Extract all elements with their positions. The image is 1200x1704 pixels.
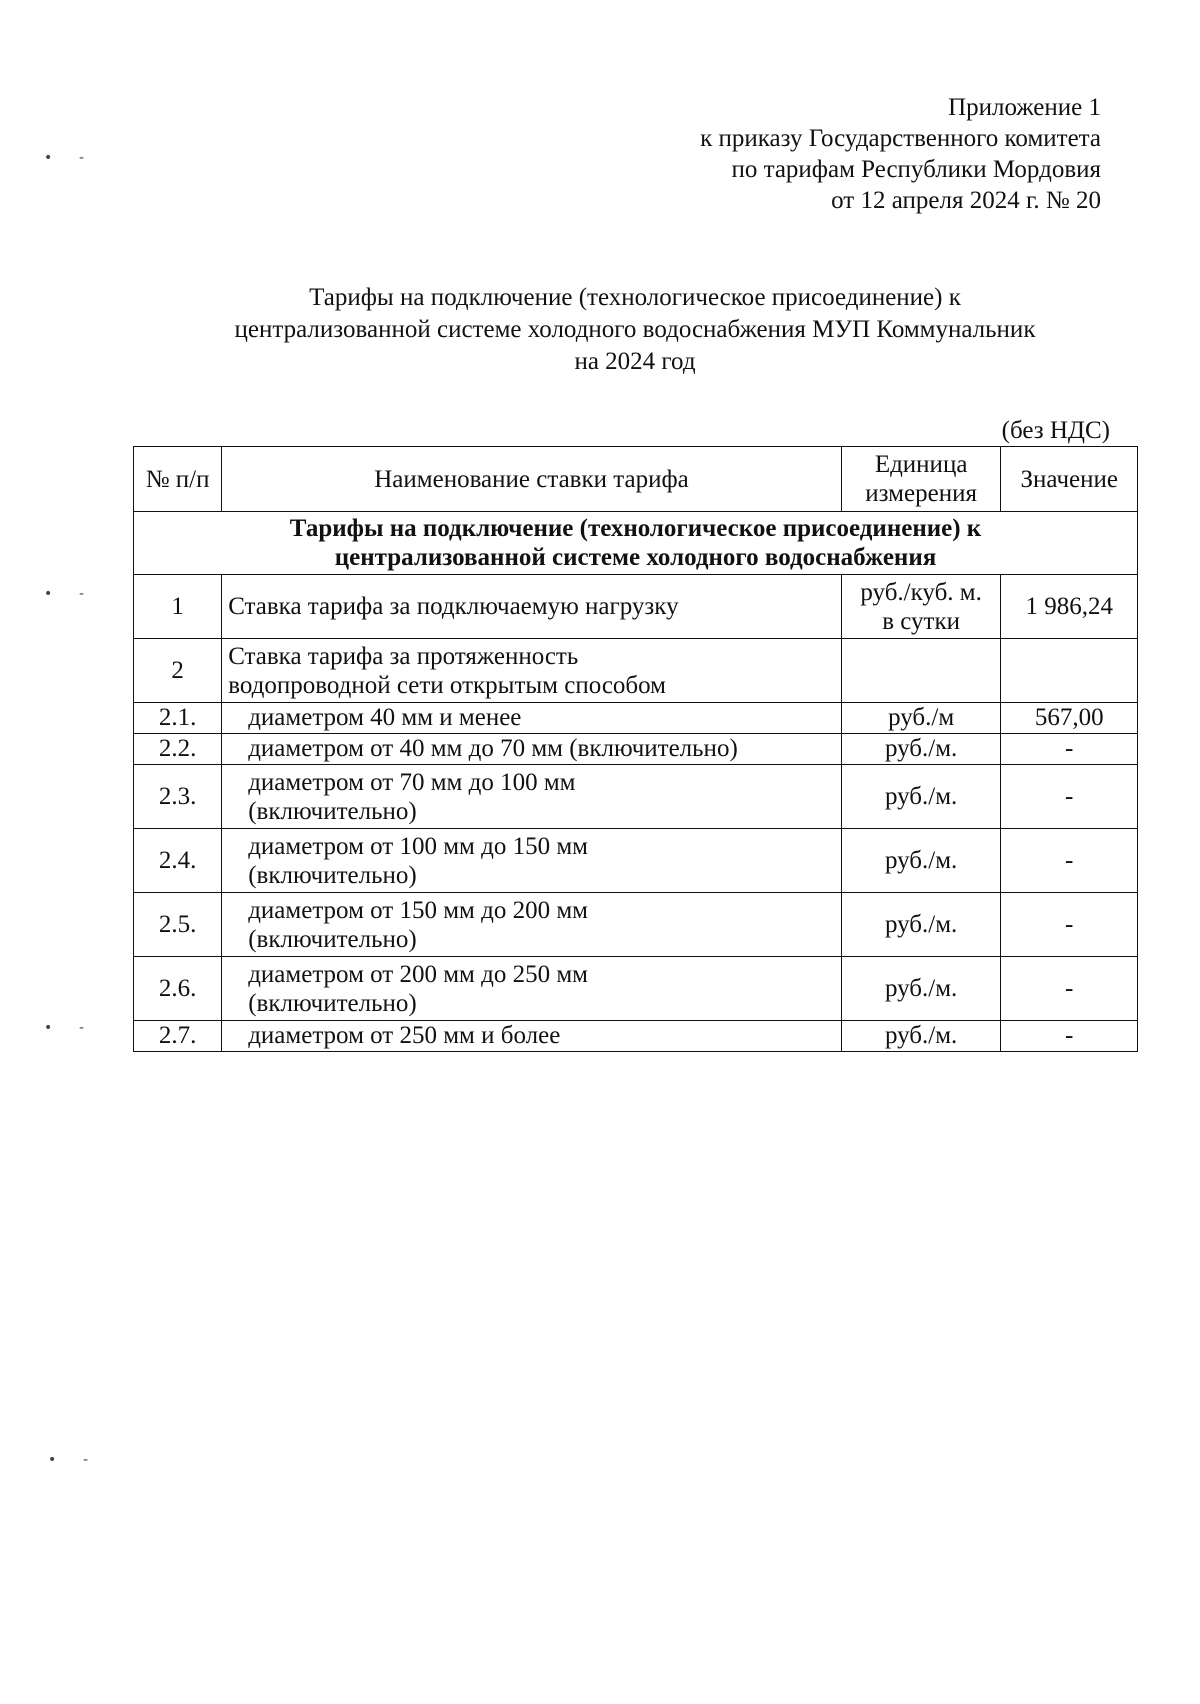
row-num: 2.6. — [134, 957, 222, 1021]
table-row — [134, 734, 1138, 765]
row-unit: руб./м. — [841, 957, 1001, 1021]
row-value: - — [1001, 893, 1138, 957]
row-name-line: (включительно) — [248, 861, 417, 889]
scan-mark: • - — [44, 586, 85, 602]
row-num: 2.3. — [134, 765, 222, 829]
title-line: Тарифы на подключение (технологическое присоединение) к — [309, 284, 961, 311]
row-unit: руб./м. — [841, 893, 1001, 957]
row-value: - — [1001, 829, 1138, 893]
header-unit-line: измерения — [865, 480, 977, 507]
row-name: диаметром от 250 мм и более — [222, 1021, 842, 1052]
table-row — [134, 703, 1138, 734]
row-value — [1001, 639, 1138, 703]
scan-mark: • - — [44, 150, 85, 166]
row-unit — [841, 639, 1001, 703]
section-line: централизованной системе холодного водоснабжения — [334, 544, 937, 571]
row-value: - — [1001, 765, 1138, 829]
header-unit-line: Единица — [874, 451, 968, 478]
row-num: 2 — [134, 639, 222, 703]
vat-note: (без НДС) — [1001, 417, 1110, 444]
row-name: диаметром от 40 мм до 70 мм (включительно) — [222, 734, 842, 765]
title-line: на 2024 год — [574, 348, 696, 375]
header-num: № п/п — [134, 447, 222, 512]
appendix-line: к приказу Государственного комитета — [700, 125, 1101, 152]
row-unit: руб./м. — [841, 765, 1001, 829]
row-unit — [841, 575, 1001, 639]
row-num: 1 — [134, 575, 222, 639]
table-row — [134, 957, 1138, 1021]
header-unit — [841, 447, 1001, 512]
title-line: централизованной системе холодного водоснабжения МУП Коммунальник — [234, 316, 1036, 343]
appendix-line: по тарифам Республики Мордовия — [731, 156, 1101, 183]
row-name: диаметром 40 мм и менее — [222, 703, 842, 734]
header-name: Наименование ставки тарифа — [222, 447, 842, 512]
row-name-line: (включительно) — [248, 989, 417, 1017]
row-name — [222, 575, 842, 639]
row-num: 2.4. — [134, 829, 222, 893]
scan-mark: • - — [44, 1020, 85, 1036]
row-num: 2.1. — [134, 703, 222, 734]
section-heading — [134, 512, 1138, 575]
row-unit-line: в сутки — [882, 607, 961, 635]
row-num: 2.5. — [134, 893, 222, 957]
section-row — [134, 512, 1138, 575]
table-header-row — [134, 447, 1138, 512]
row-name-line: (включительно) — [248, 925, 417, 953]
appendix-line: Приложение 1 — [948, 94, 1101, 121]
appendix-header — [700, 92, 1101, 216]
row-unit: руб./м. — [841, 734, 1001, 765]
row-value: - — [1001, 734, 1138, 765]
row-name-line: диаметром от 150 мм до 200 мм — [248, 896, 588, 924]
row-num: 2.7. — [134, 1021, 222, 1052]
table-row — [134, 765, 1138, 829]
row-name-line: водопроводной сети открытым способом — [228, 671, 666, 699]
row-name-line: диаметром от 100 мм до 150 мм — [248, 832, 588, 860]
row-name — [222, 893, 842, 957]
header-value: Значение — [1001, 447, 1138, 512]
row-name — [222, 765, 842, 829]
appendix-line: от 12 апреля 2024 г. № 20 — [831, 187, 1101, 214]
row-name-line: (включительно) — [248, 797, 417, 825]
row-name — [222, 639, 842, 703]
table-row — [134, 893, 1138, 957]
row-name-line: диаметром от 200 мм до 250 мм — [248, 960, 588, 988]
row-value: - — [1001, 1021, 1138, 1052]
section-line: Тарифы на подключение (технологическое присоединение) к — [289, 515, 982, 542]
row-name — [222, 957, 842, 1021]
row-unit: руб./м — [841, 703, 1001, 734]
row-value: 1 986,24 — [1001, 575, 1138, 639]
row-unit: руб./м. — [841, 829, 1001, 893]
row-unit-line: руб./куб. м. — [860, 578, 982, 606]
table-row — [134, 575, 1138, 639]
row-name — [222, 829, 842, 893]
row-name-line: диаметром от 70 мм до 100 мм — [248, 768, 576, 796]
row-value: - — [1001, 957, 1138, 1021]
row-unit: руб./м. — [841, 1021, 1001, 1052]
row-name-line: Ставка тарифа за протяженность — [228, 642, 579, 670]
scan-mark: • - — [48, 1452, 89, 1468]
row-name-line: Ставка тарифа за подключаемую нагрузку — [228, 593, 679, 620]
document-title — [150, 282, 1120, 378]
row-num: 2.2. — [134, 734, 222, 765]
table-row — [134, 1021, 1138, 1052]
row-value: 567,00 — [1001, 703, 1138, 734]
table-row — [134, 829, 1138, 893]
table-row — [134, 639, 1138, 703]
tariff-table — [133, 446, 1138, 1052]
